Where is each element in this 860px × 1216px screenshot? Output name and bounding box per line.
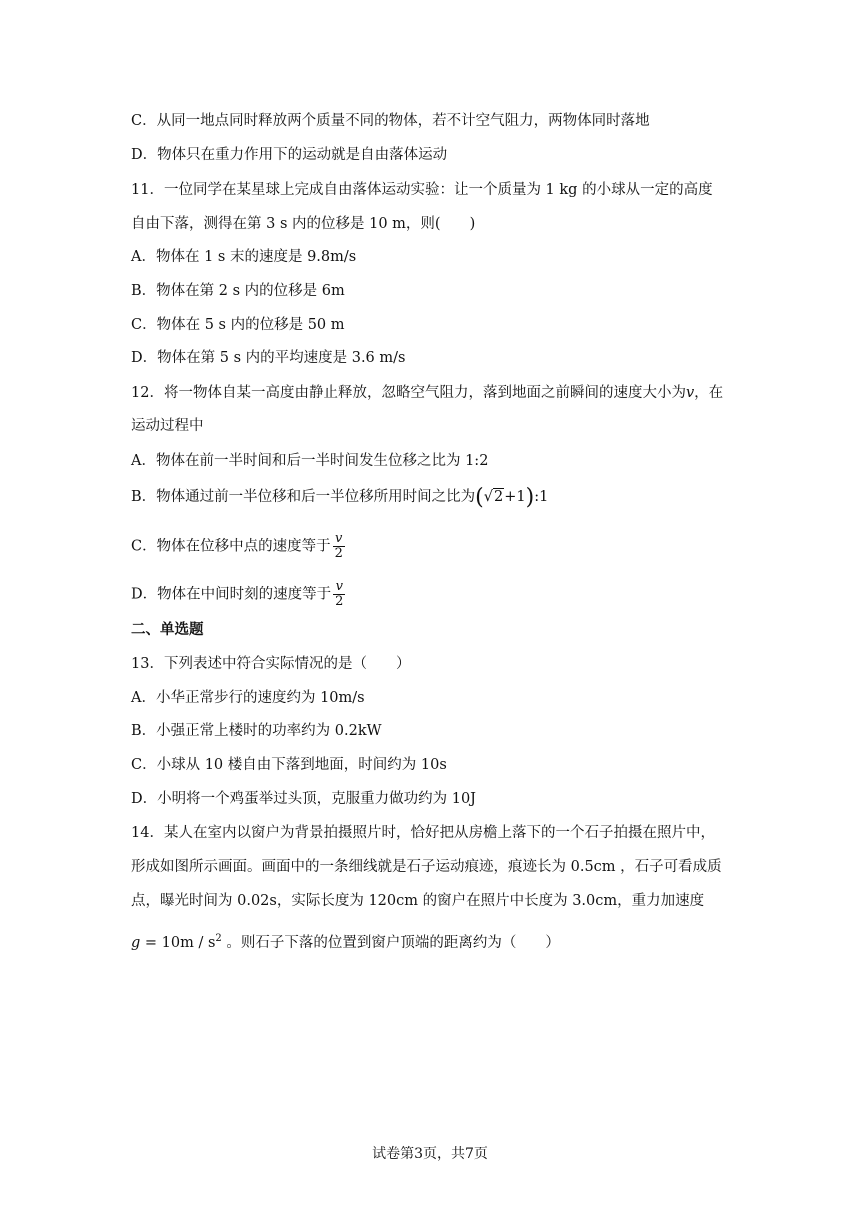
option-c-q10: C．从同一地点同时释放两个质量不同的物体，若不计空气阻力，两物体同时落地 xyxy=(131,113,650,129)
question-12-text-b: ，在 xyxy=(694,385,724,401)
question-12-text-a: 12．将一物体自某一高度由静止释放，忽略空气阻力，落到地面之前瞬间的速度大小为 xyxy=(131,385,686,401)
option-b-q12 xyxy=(131,487,548,508)
option-a-q13: A．小华正常步行的速度约为 10m/s xyxy=(131,690,365,706)
page-footer: 试卷第3页，共7页 xyxy=(372,1146,488,1162)
question-12-line-1 xyxy=(131,383,723,403)
option-d-q12 xyxy=(131,580,347,609)
option-d-q12-text: D．物体在中间时刻的速度等于 xyxy=(131,586,332,603)
fraction-numerator: v xyxy=(335,579,343,594)
question-13: 13．下列表述中符合实际情况的是（ ） xyxy=(131,656,411,672)
option-b-q11: B．物体在第 2 s 内的位移是 6m xyxy=(131,283,345,299)
question-14-line-1: 14．某人在室内以窗户为背景拍摄照片时，恰好把从房檐上落下的一个石子拍摄在照片中， xyxy=(131,825,715,841)
sqrt-radicand: 2 xyxy=(494,489,504,505)
option-c-q12 xyxy=(131,532,347,561)
option-a-q11: A．物体在 1 s 末的速度是 9.8m/s xyxy=(131,249,357,265)
ratio-one: :1 xyxy=(534,489,549,505)
option-c-q11: C．物体在 5 s 内的位移是 50 m xyxy=(131,317,345,333)
option-d-q10: D．物体只在重力作用下的运动就是自由落体运动 xyxy=(131,147,448,163)
question-14-line-4 xyxy=(131,929,560,953)
option-d-q11: D．物体在第 5 s 内的平均速度是 3.6 m/s xyxy=(131,350,406,366)
option-a-q12: A．物体在前一半时间和后一半时间发生位移之比为 1:2 xyxy=(131,453,489,469)
left-paren: ( xyxy=(475,485,484,510)
fraction-denominator: 2 xyxy=(334,546,343,561)
gravity-value: = 10m / s xyxy=(140,934,216,951)
section-heading: 二、单选题 xyxy=(131,621,204,638)
sqrt-expression: √2 xyxy=(483,489,504,505)
option-d-q13: D．小明将一个鸡蛋举过头顶，克服重力做功约为 10J xyxy=(131,791,476,807)
question-14-line-2: 形成如图所示画面。画面中的一条细线就是石子运动痕迹，痕迹长为 0.5cm ，石子可看成质 xyxy=(131,859,722,875)
plus-one: +1 xyxy=(504,489,526,505)
option-b-q13: B．小强正常上楼时的功率约为 0.2kW xyxy=(131,723,382,739)
question-11-line-1: 11．一位同学在某星球上完成自由落体运动实验：让一个质量为 1 kg 的小球从一定的高度 xyxy=(131,182,713,198)
velocity-symbol: v xyxy=(685,385,695,401)
fraction-v-over-2 xyxy=(333,580,345,609)
question-14-line-3: 点，曝光时间为 0.02s，实际长度为 120cm 的窗户在照片中长度为 3.0cm，重力加速度 xyxy=(131,893,705,909)
fraction-v-over-2 xyxy=(333,532,345,561)
gravity-exponent: 2 xyxy=(215,933,222,944)
question-11-line-2: 自由下落，测得在第 3 s 内的位移是 10 m，则( ) xyxy=(131,216,476,232)
right-paren: ) xyxy=(525,485,535,510)
gravity-symbol: g xyxy=(131,934,141,951)
fraction-denominator: 2 xyxy=(335,594,344,609)
option-c-q12-text: C．物体在位移中点的速度等于 xyxy=(131,538,331,555)
question-12-line-2: 运动过程中 xyxy=(131,418,204,434)
option-c-q13: C．小球从 10 楼自由下落到地面，时间约为 10s xyxy=(131,757,447,773)
fraction-numerator: v xyxy=(335,531,343,546)
option-b-q12-text: B．物体通过前一半位移和后一半位移所用时间之比为 xyxy=(131,489,476,505)
question-14-ending: 。则石子下落的位置到窗户顶端的距离约为（ ） xyxy=(221,934,560,951)
